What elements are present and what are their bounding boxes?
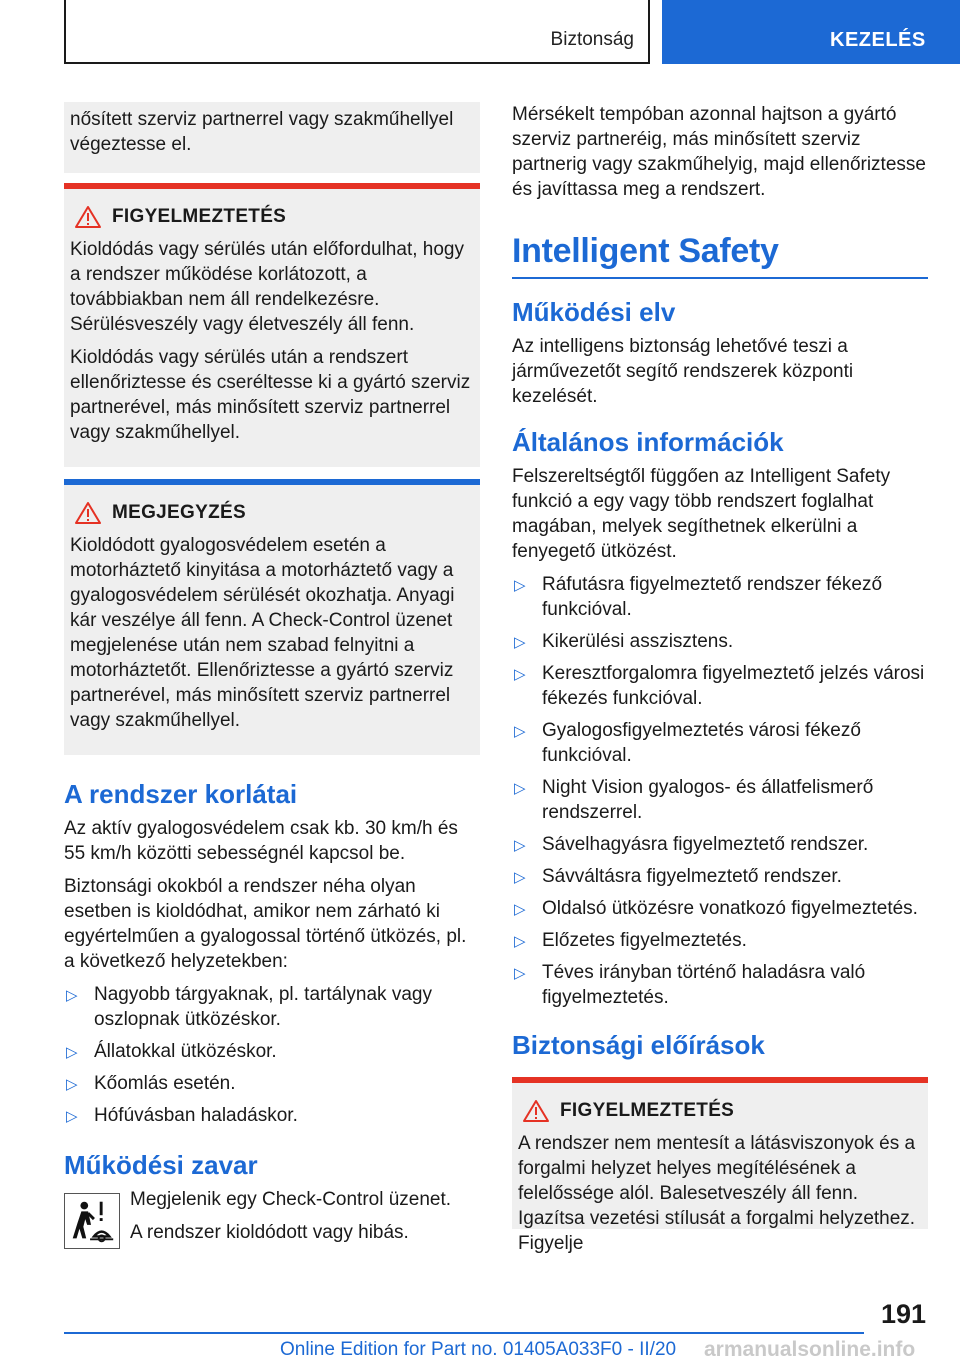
triangle-right-icon: ▷ — [514, 901, 526, 918]
triangle-right-icon: ▷ — [514, 666, 526, 683]
page-header — [0, 0, 960, 66]
header-section-title: Biztonság — [550, 29, 634, 50]
section-heading-limits: A rendszer korlátai — [64, 779, 298, 809]
systems-list — [512, 572, 928, 1010]
note-title: MEGJEGYZÉS — [112, 502, 246, 523]
footer-divider — [64, 1332, 864, 1334]
principle-text: Az intelligens biztonság lehetővé teszi a járművezetőt segítő rendszerek központi kezelését. — [512, 336, 854, 407]
header-section-box — [64, 0, 650, 64]
page-number: 191 — [880, 1299, 926, 1329]
triangle-right-icon: ▷ — [66, 987, 78, 1004]
section-heading-malfunction: Működési zavar — [64, 1150, 258, 1180]
continued-callout — [64, 102, 480, 173]
list-item: ▷ Téves irányban történő haladásra való figyelmeztetés. — [514, 962, 866, 1008]
footer-edition: Online Edition for Part no. 01405A033F0 - II/20 — [280, 1339, 677, 1360]
list-item: ▷ Nagyobb tárgyaknak, pl. tartálynak vagy oszlopnak ütközéskor. — [66, 984, 432, 1030]
list-item: ▷ Night Vision gyalogos- és állatfelismerő rendszerrel. — [514, 777, 874, 823]
list-item: ▷ Sávváltásra figyelmeztető rendszer. — [512, 864, 928, 889]
triangle-right-icon: ▷ — [514, 869, 526, 886]
malfunction-row — [64, 1187, 480, 1253]
list-item: ▷ Állatokkal ütközéskor. — [64, 1039, 480, 1064]
triangle-right-icon: ▷ — [514, 933, 526, 950]
limits-text-2: Biztonsági okokból a rendszer néha olyan esetben is kioldódhat, amikor nem zárható ki egyértelműen a gyalogossal történő ütközés, pl. a következő helyzetekben: — [64, 876, 467, 972]
safety-warning-header — [518, 1099, 922, 1123]
header-chapter-title: KEZELÉS — [830, 29, 926, 51]
warning-callout — [64, 183, 480, 467]
safety-warning-text: A rendszer nem mentesít a látásviszonyok és a forgalmi helyzet helyes megítélésének a felelőssége alól. Balesetveszély áll fenn. Igazítsa vezetési stílusát a forgalmi helyzethez. Figyelje — [518, 1133, 916, 1254]
warning-title: FIGYELMEZTETÉS — [112, 206, 287, 227]
triangle-right-icon: ▷ — [66, 1108, 78, 1125]
list-item: ▷ Előzetes figyelmeztetés. — [512, 928, 928, 953]
section-heading-principle: Működési elv — [512, 297, 676, 327]
note-callout — [64, 479, 480, 755]
header-chapter-tab — [662, 0, 960, 64]
warning-callout-header — [70, 205, 474, 229]
note-callout-header — [70, 501, 474, 525]
list-item: ▷ Keresztforgalomra figyelmeztető jelzés városi fékezés funkcióval. — [514, 663, 925, 709]
list-item: ▷ Kikerülési asszisztens. — [512, 629, 928, 654]
triangle-right-icon: ▷ — [514, 837, 526, 854]
page-title: Intelligent Safety — [512, 232, 928, 279]
malfunction-text-1: Megjelenik egy Check-Control üzenet. — [130, 1189, 452, 1210]
warning-text-1: Kioldódás vagy sérülés után előfordulhat, hogy a rendszer működése korlátozott, a továbbiakban nem áll rendelkezésre. Sérülésveszély vagy életveszély áll fenn. — [70, 239, 464, 335]
triangle-right-icon: ▷ — [514, 780, 526, 797]
watermark: armanualsonline.info — [704, 1338, 916, 1361]
limits-list — [64, 982, 480, 1128]
general-text: Felszereltségtől függően az Intelligent Safety funkció a egy vagy több rendszert foglalhat magában, melyek segíthetnek elkerülni a fenyegető ütközést. — [512, 466, 891, 562]
list-item: ▷ Hófúvásban haladáskor. — [64, 1103, 480, 1128]
left-column — [64, 102, 480, 1253]
warning-text-2: Kioldódás vagy sérülés után a rendszert ellenőriztesse és cseréltesse ki a gyártó szerviz partnerével, más minősített szerviz partnerrel vagy szakműhellyel. — [70, 347, 471, 443]
continued-text: nősített szerviz partnerrel vagy szakműhellyel végeztesse el. — [70, 109, 454, 155]
list-item: ▷ Sávelhagyásra figyelmeztető rendszer. — [512, 832, 928, 857]
list-item: ▷ Oldalsó ütközésre vonatkozó figyelmeztetés. — [512, 896, 928, 921]
list-item: ▷ Gyalogosfigyelmeztetés városi fékező funkcióval. — [514, 720, 861, 766]
triangle-right-icon: ▷ — [514, 965, 526, 982]
section-heading-general: Általános információk — [512, 427, 784, 457]
safety-warning-callout — [512, 1077, 928, 1254]
safety-warning-title: FIGYELMEZTETÉS — [560, 1100, 735, 1121]
triangle-right-icon: ▷ — [66, 1076, 78, 1093]
warning-triangle-icon — [74, 501, 102, 525]
list-item: ▷ Kőomlás esetén. — [64, 1071, 480, 1096]
triangle-right-icon: ▷ — [66, 1044, 78, 1061]
triangle-right-icon: ▷ — [514, 634, 526, 651]
section-heading-safety: Biztonsági előírások — [512, 1030, 765, 1060]
list-item: ▷ Ráfutásra figyelmeztető rendszer fékező funkcióval. — [514, 574, 883, 620]
warning-triangle-icon — [74, 205, 102, 229]
warning-triangle-icon — [522, 1099, 550, 1123]
pedestrian-protection-indicator-icon — [64, 1193, 120, 1249]
right-column — [512, 102, 928, 1254]
limits-text-1: Az aktív gyalogosvédelem csak kb. 30 km/h és 55 km/h közötti sebességnél kapcsol be. — [64, 818, 458, 864]
continued-instruction: Mérsékelt tempóban azonnal hajtson a gyártó szerviz partneréig, más minősített szerviz partnerig vagy szakműhelyig, majd ellenőriztesse és javíttassa meg a rendszert. — [512, 104, 926, 200]
triangle-right-icon: ▷ — [514, 577, 526, 594]
note-text: Kioldódott gyalogosvédelem esetén a motorháztető kinyitása a motorháztető vagy a gyalogosvédelem sérülését okozhatja. Anyagi kár veszélye áll fenn. A Check-Control üzenet megjelenése után nem szabad felnyitni a motorháztetőt. Ellenőriztesse a gyártó szerviz partnerével, más minősített szerviz partnerrel vagy szakműhellyel. — [70, 535, 455, 731]
malfunction-text — [130, 1187, 451, 1253]
triangle-right-icon: ▷ — [514, 723, 526, 740]
malfunction-text-2: A rendszer kioldódott vagy hibás. — [130, 1222, 409, 1243]
